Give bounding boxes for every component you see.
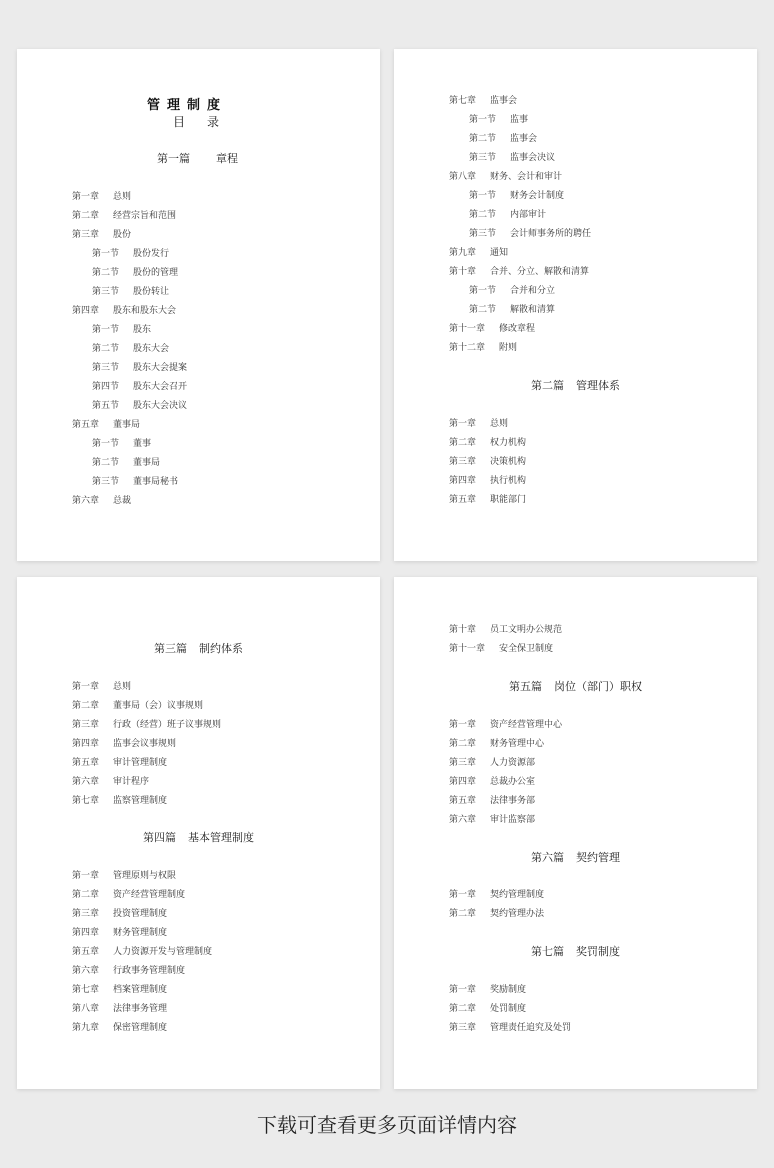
toc-chapter-entry <box>449 247 508 259</box>
chapter-number: 第一章 <box>449 985 477 995</box>
chapter-title: 行政（经营）班子议事规则 <box>113 720 222 730</box>
chapter-number: 第四章 <box>72 306 100 316</box>
chapter-title: 股份 <box>113 230 132 240</box>
section-number: 第二节 <box>92 268 120 278</box>
chapter-title: 财务管理制度 <box>113 928 168 938</box>
section-number: 第一节 <box>92 439 120 449</box>
chapter-title: 契约管理办法 <box>490 909 545 919</box>
toc-section-entry <box>72 343 169 355</box>
chapter-number: 第十章 <box>449 625 477 635</box>
toc-chapter-entry <box>72 870 176 882</box>
toc-section-entry <box>449 114 528 126</box>
toc-chapter-entry <box>449 984 526 996</box>
toc-chapter-entry <box>449 814 535 826</box>
part-title: 契约管理 <box>576 851 620 864</box>
chapter-title: 监事会议事规则 <box>113 739 177 749</box>
toc-chapter-entry <box>449 1003 526 1015</box>
chapter-title: 档案管理制度 <box>113 985 168 995</box>
chapter-title: 决策机构 <box>490 457 527 467</box>
toc-chapter-entry <box>72 191 131 203</box>
toc-chapter-entry <box>449 889 544 901</box>
chapter-title: 股东和股东大会 <box>113 306 177 316</box>
part-number: 第六篇 <box>531 851 564 864</box>
toc-chapter-entry <box>72 757 167 769</box>
section-number: 第三节 <box>92 287 120 297</box>
toc-chapter-entry <box>449 342 517 354</box>
chapter-title: 财务、会计和审计 <box>490 172 563 182</box>
chapter-number: 第五章 <box>72 758 100 768</box>
toc-heading: 目录 <box>173 115 242 129</box>
chapter-title: 管理责任追究及处罚 <box>490 1023 572 1033</box>
chapter-number: 第六章 <box>449 815 477 825</box>
toc-chapter-entry <box>72 1022 167 1034</box>
chapter-number: 第九章 <box>449 248 477 258</box>
chapter-number: 第七章 <box>449 96 477 106</box>
chapter-title: 通知 <box>490 248 509 258</box>
section-number: 第二节 <box>469 305 497 315</box>
chapter-number: 第三章 <box>72 909 100 919</box>
toc-chapter-entry <box>449 738 544 750</box>
section-number: 第三节 <box>92 477 120 487</box>
chapter-number: 第八章 <box>449 172 477 182</box>
chapter-number: 第十一章 <box>449 324 486 334</box>
toc-section-entry <box>449 228 591 240</box>
section-number: 第四节 <box>92 382 120 392</box>
chapter-title: 员工文明办公规范 <box>490 625 563 635</box>
toc-chapter-entry <box>449 266 589 278</box>
section-number: 第三节 <box>469 153 497 163</box>
part-number: 第七篇 <box>531 945 564 958</box>
document-page-2 <box>394 49 757 561</box>
chapter-number: 第二章 <box>72 890 100 900</box>
chapter-title: 执行机构 <box>490 476 527 486</box>
chapter-title: 董事局（会）议事规则 <box>113 701 204 711</box>
toc-section-entry <box>449 190 564 202</box>
part-heading <box>157 152 238 166</box>
chapter-title: 合并、分立、解散和清算 <box>490 267 590 277</box>
chapter-title: 资产经营管理中心 <box>490 720 563 730</box>
section-title: 股份转让 <box>133 287 170 297</box>
chapter-number: 第三章 <box>72 230 100 240</box>
chapter-title: 监察管理制度 <box>113 796 168 806</box>
toc-chapter-entry <box>72 946 212 958</box>
chapter-number: 第三章 <box>449 1023 477 1033</box>
section-title: 董事局 <box>133 458 161 468</box>
chapter-title: 总则 <box>113 682 132 692</box>
toc-section-entry <box>72 267 178 279</box>
chapter-number: 第一章 <box>72 682 100 692</box>
part-heading <box>509 680 642 694</box>
section-number: 第五节 <box>92 401 120 411</box>
section-number: 第二节 <box>469 210 497 220</box>
toc-chapter-entry <box>72 795 167 807</box>
part-title: 管理体系 <box>576 379 620 392</box>
toc-chapter-entry <box>72 776 149 788</box>
chapter-title: 总裁办公室 <box>490 777 536 787</box>
part-title: 岗位（部门）职权 <box>554 680 642 693</box>
chapter-title: 修改章程 <box>499 324 536 334</box>
part-title: 章程 <box>216 152 238 165</box>
chapter-number: 第十二章 <box>449 343 486 353</box>
chapter-title: 行政事务管理制度 <box>113 966 186 976</box>
toc-chapter-entry <box>449 437 526 449</box>
toc-section-entry <box>449 304 555 316</box>
chapter-number: 第五章 <box>72 420 100 430</box>
section-title: 监事会 <box>510 134 538 144</box>
toc-section-entry <box>72 400 187 412</box>
part-number: 第一篇 <box>157 152 190 165</box>
chapter-number: 第一章 <box>449 720 477 730</box>
chapter-title: 奖励制度 <box>490 985 527 995</box>
chapter-number: 第三章 <box>72 720 100 730</box>
chapter-number: 第二章 <box>449 1004 477 1014</box>
chapter-title: 审计监察部 <box>490 815 536 825</box>
toc-chapter-entry <box>72 908 167 920</box>
part-title: 基本管理制度 <box>188 831 254 844</box>
toc-chapter-entry <box>72 419 140 431</box>
section-title: 合并和分立 <box>510 286 556 296</box>
section-title: 内部审计 <box>510 210 547 220</box>
chapter-number: 第一章 <box>449 890 477 900</box>
chapter-number: 第五章 <box>72 947 100 957</box>
section-title: 监事 <box>510 115 529 125</box>
toc-chapter-entry <box>449 719 562 731</box>
toc-section-entry <box>72 248 169 260</box>
toc-chapter-entry <box>449 643 553 655</box>
chapter-number: 第九章 <box>72 1023 100 1033</box>
toc-chapter-entry <box>449 776 535 788</box>
section-number: 第一节 <box>469 191 497 201</box>
toc-chapter-entry <box>449 456 526 468</box>
section-number: 第一节 <box>469 115 497 125</box>
section-title: 监事会决议 <box>510 153 556 163</box>
toc-chapter-entry <box>72 229 131 241</box>
section-number: 第一节 <box>469 286 497 296</box>
toc-section-entry <box>72 324 151 336</box>
document-title: 管理制度 <box>147 98 228 113</box>
toc-chapter-entry <box>72 738 176 750</box>
toc-chapter-entry <box>72 965 185 977</box>
chapter-title: 审计管理制度 <box>113 758 168 768</box>
chapter-number: 第二章 <box>449 739 477 749</box>
chapter-title: 处罚制度 <box>490 1004 527 1014</box>
toc-chapter-entry <box>72 719 221 731</box>
chapter-title: 监事会 <box>490 96 518 106</box>
toc-chapter-entry <box>449 475 526 487</box>
section-title: 解散和清算 <box>510 305 556 315</box>
toc-section-entry <box>72 438 151 450</box>
chapter-number: 第八章 <box>72 1004 100 1014</box>
chapter-title: 审计程序 <box>113 777 150 787</box>
section-number: 第二节 <box>92 344 120 354</box>
toc-section-entry <box>449 152 555 164</box>
part-title: 制约体系 <box>199 642 243 655</box>
part-number: 第五篇 <box>509 680 542 693</box>
toc-chapter-entry <box>72 927 167 939</box>
toc-chapter-entry <box>449 418 508 430</box>
toc-section-entry <box>449 285 555 297</box>
toc-chapter-entry <box>72 700 203 712</box>
section-title: 财务会计制度 <box>510 191 565 201</box>
part-heading <box>154 642 243 656</box>
section-title: 会计师事务所的聘任 <box>510 229 592 239</box>
part-title: 奖罚制度 <box>576 945 620 958</box>
part-heading <box>531 945 620 959</box>
chapter-number: 第二章 <box>72 701 100 711</box>
chapter-title: 财务管理中心 <box>490 739 545 749</box>
document-page-1 <box>17 49 380 561</box>
chapter-title: 权力机构 <box>490 438 527 448</box>
chapter-number: 第三章 <box>449 457 477 467</box>
part-number: 第三篇 <box>154 642 187 655</box>
section-number: 第三节 <box>469 229 497 239</box>
toc-chapter-entry <box>72 495 131 507</box>
toc-chapter-entry <box>72 889 185 901</box>
chapter-number: 第四章 <box>449 476 477 486</box>
toc-chapter-entry <box>72 984 167 996</box>
chapter-title: 总则 <box>490 419 509 429</box>
chapter-title: 管理原则与权限 <box>113 871 177 881</box>
chapter-number: 第二章 <box>449 909 477 919</box>
chapter-title: 董事局 <box>113 420 141 430</box>
chapter-title: 总则 <box>113 192 132 202</box>
document-page-4 <box>394 577 757 1089</box>
section-title: 股东大会召开 <box>133 382 188 392</box>
toc-section-entry <box>72 476 178 488</box>
section-title: 股东大会提案 <box>133 363 188 373</box>
chapter-title: 资产经营管理制度 <box>113 890 186 900</box>
chapter-title: 职能部门 <box>490 495 527 505</box>
chapter-number: 第二章 <box>449 438 477 448</box>
toc-chapter-entry <box>449 323 535 335</box>
chapter-title: 保密管理制度 <box>113 1023 168 1033</box>
part-number: 第四篇 <box>143 831 176 844</box>
part-heading <box>143 831 254 845</box>
chapter-number: 第四章 <box>72 739 100 749</box>
toc-chapter-entry <box>72 210 176 222</box>
toc-section-entry <box>449 209 546 221</box>
chapter-title: 契约管理制度 <box>490 890 545 900</box>
chapter-number: 第五章 <box>449 495 477 505</box>
chapter-title: 人力资源部 <box>490 758 536 768</box>
chapter-number: 第一章 <box>449 419 477 429</box>
toc-section-entry <box>449 133 537 145</box>
download-prompt[interactable]: 下载可查看更多页面详情内容 <box>257 1113 517 1137</box>
section-title: 股东 <box>133 325 152 335</box>
document-page-3 <box>17 577 380 1089</box>
chapter-title: 法律事务部 <box>490 796 536 806</box>
chapter-number: 第四章 <box>449 777 477 787</box>
toc-chapter-entry <box>72 681 131 693</box>
section-title: 股东大会 <box>133 344 170 354</box>
section-title: 董事局秘书 <box>133 477 179 487</box>
toc-chapter-entry <box>449 1022 571 1034</box>
chapter-title: 人力资源开发与管理制度 <box>113 947 213 957</box>
chapter-number: 第四章 <box>72 928 100 938</box>
section-number: 第三节 <box>92 363 120 373</box>
part-heading <box>531 379 620 393</box>
part-heading <box>531 851 620 865</box>
chapter-title: 投资管理制度 <box>113 909 168 919</box>
toc-chapter-entry <box>449 95 517 107</box>
chapter-title: 总裁 <box>113 496 132 506</box>
chapter-number: 第十一章 <box>449 644 486 654</box>
chapter-title: 安全保卫制度 <box>499 644 554 654</box>
section-number: 第二节 <box>92 458 120 468</box>
section-number: 第二节 <box>469 134 497 144</box>
section-number: 第一节 <box>92 249 120 259</box>
part-number: 第二篇 <box>531 379 564 392</box>
chapter-number: 第六章 <box>72 966 100 976</box>
toc-chapter-entry <box>449 171 562 183</box>
toc-section-entry <box>72 457 160 469</box>
chapter-number: 第十章 <box>449 267 477 277</box>
chapter-number: 第一章 <box>72 871 100 881</box>
toc-section-entry <box>72 381 187 393</box>
section-title: 股东大会决议 <box>133 401 188 411</box>
chapter-number: 第一章 <box>72 192 100 202</box>
chapter-number: 第三章 <box>449 758 477 768</box>
toc-chapter-entry <box>449 494 526 506</box>
section-title: 董事 <box>133 439 152 449</box>
chapter-number: 第六章 <box>72 777 100 787</box>
section-title: 股份的管理 <box>133 268 179 278</box>
toc-section-entry <box>72 362 187 374</box>
chapter-number: 第六章 <box>72 496 100 506</box>
toc-chapter-entry <box>449 908 544 920</box>
chapter-title: 经营宗旨和范围 <box>113 211 177 221</box>
chapter-number: 第七章 <box>72 796 100 806</box>
chapter-title: 附则 <box>499 343 518 353</box>
toc-chapter-entry <box>449 757 535 769</box>
chapter-title: 法律事务管理 <box>113 1004 168 1014</box>
toc-chapter-entry <box>72 1003 167 1015</box>
section-title: 股份发行 <box>133 249 170 259</box>
chapter-number: 第五章 <box>449 796 477 806</box>
toc-chapter-entry <box>449 624 562 636</box>
toc-chapter-entry <box>72 305 176 317</box>
toc-section-entry <box>72 286 169 298</box>
chapter-number: 第七章 <box>72 985 100 995</box>
section-number: 第一节 <box>92 325 120 335</box>
chapter-number: 第二章 <box>72 211 100 221</box>
toc-chapter-entry <box>449 795 535 807</box>
